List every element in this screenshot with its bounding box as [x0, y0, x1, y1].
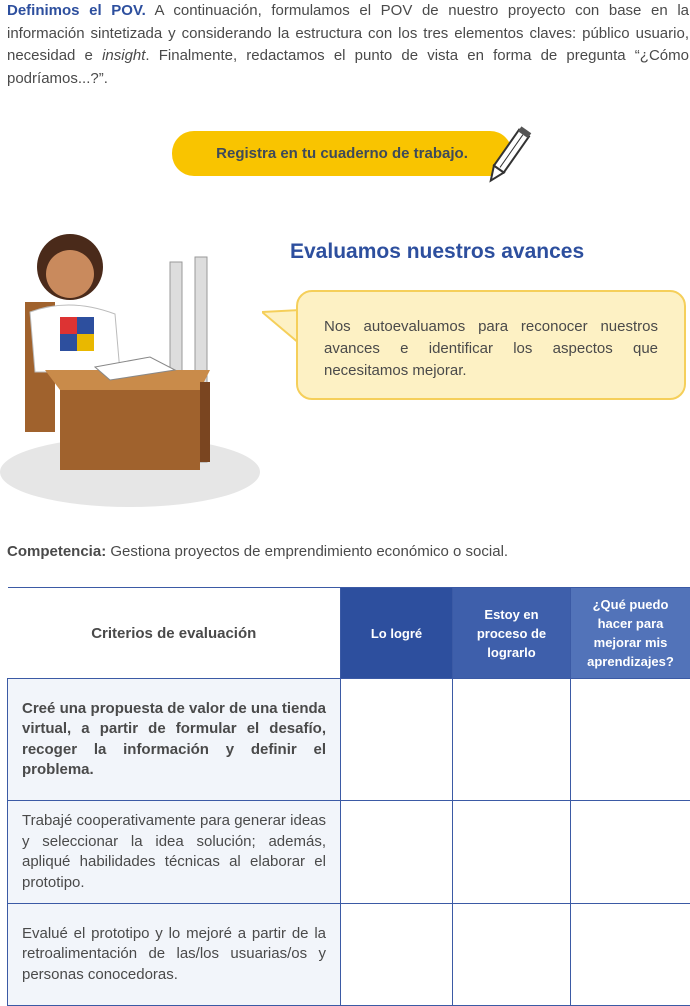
intro-italic: insight — [102, 47, 145, 64]
competencia-text: Gestiona proyectos de emprendimiento económico o social. — [106, 543, 508, 560]
competencia-label: Competencia: — [7, 543, 106, 560]
header-criterios: Criterios de evaluación — [8, 588, 341, 679]
table-row — [8, 801, 690, 904]
student-illustration — [0, 222, 270, 512]
table-row — [8, 679, 690, 801]
bubble-text: Nos autoevaluamos para reconocer nuestros avances e identificar los aspectos que necesitamos mejorar. — [324, 318, 658, 379]
cell-en-proceso[interactable] — [453, 801, 571, 904]
cell-mejorar[interactable] — [571, 679, 690, 801]
table-row — [8, 904, 690, 1006]
cell-en-proceso[interactable] — [453, 679, 571, 801]
cell-lo-logre[interactable] — [341, 904, 453, 1006]
table-header-row — [8, 588, 690, 679]
cell-mejorar[interactable] — [571, 801, 690, 904]
evaluation-table — [7, 587, 690, 1006]
intro-text: A continuación, formulamos el POV de nuestro proyecto con base en la información sintetizada y considerando la estructura con los tres elementos claves: público usuario, necesidad e — [7, 2, 689, 64]
cell-lo-logre[interactable] — [341, 801, 453, 904]
header-lo-logre: Lo logré — [341, 588, 453, 679]
criterion-2: Trabajé cooperativamente para generar ideas y seleccionar la idea solución; además, apliqué habilidades técnicas al elaborar el prototipo. — [8, 801, 341, 904]
header-en-proceso: Estoy en proceso de lograrlo — [453, 588, 571, 679]
cell-lo-logre[interactable] — [341, 679, 453, 801]
speech-bubble — [296, 290, 686, 400]
cell-en-proceso[interactable] — [453, 904, 571, 1006]
criterion-3: Evalué el prototipo y lo mejoré a partir de la retroalimentación de las/los usuarias/os y personas conocedoras. — [8, 904, 341, 1006]
competencia-line — [7, 543, 508, 560]
intro-bold: Definimos el POV. — [7, 2, 146, 19]
criterion-1: Creé una propuesta de valor de una tienda virtual, a partir de formular el desafío, recoger la información y definir el problema. — [8, 679, 341, 801]
section-title: Evaluamos nuestros avances — [290, 240, 584, 264]
header-mejorar: ¿Qué puedo hacer para mejorar mis aprendizajes? — [571, 588, 690, 679]
notebook-callout — [172, 131, 512, 176]
callout-text: Registra en tu cuaderno de trabajo. — [216, 145, 468, 162]
pencil-icon — [483, 124, 533, 188]
intro-text-end: . Finalmente, redactamos el punto de vista en forma de pregunta “¿Cómo podríamos...?”. — [7, 47, 689, 87]
cell-mejorar[interactable] — [571, 904, 690, 1006]
intro-paragraph — [7, 0, 689, 90]
